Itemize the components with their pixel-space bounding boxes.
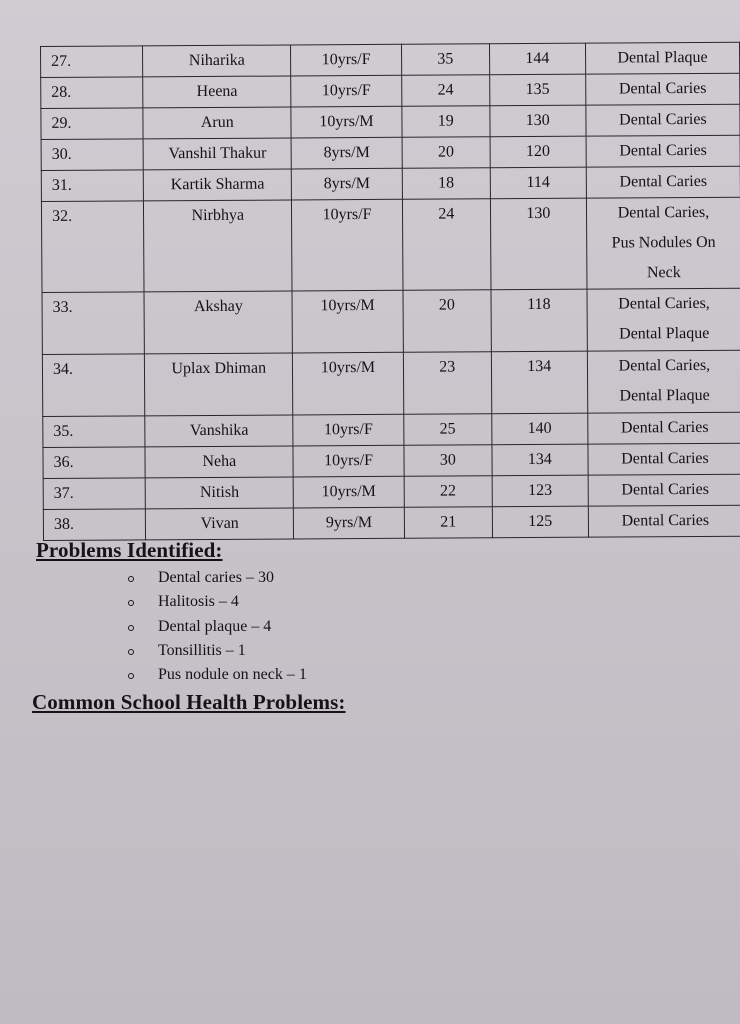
serial-number-cell — [41, 201, 144, 293]
problem-cell — [586, 73, 740, 105]
table-row — [41, 197, 740, 292]
age-sex-text: 9yrs/M — [325, 513, 373, 532]
table-row — [41, 166, 740, 201]
student-name-text: Vivan — [200, 514, 239, 533]
height-text: 130 — [526, 204, 551, 223]
height-cell — [490, 105, 586, 137]
problem-item-text: Dental caries – 30 — [158, 569, 274, 586]
age-sex-cell — [292, 290, 403, 353]
problem-cell — [586, 197, 740, 289]
problem-line: Dental Caries — [621, 449, 709, 468]
common-school-health-problems-heading: Common School Health Problems: — [32, 690, 346, 714]
student-name-cell — [144, 291, 292, 354]
serial-number-cell — [41, 46, 144, 78]
weight-text: 22 — [439, 482, 457, 500]
serial-number-cell — [42, 292, 145, 355]
table-row — [43, 505, 740, 540]
list-item — [128, 663, 307, 687]
age-sex-cell — [294, 507, 405, 539]
student-name-cell — [145, 353, 293, 416]
student-name-cell — [145, 477, 293, 509]
height-text: 130 — [525, 111, 550, 130]
student-name-text: Akshay — [193, 297, 243, 316]
serial-number-text: 33. — [52, 298, 73, 316]
height-text: 134 — [527, 357, 552, 376]
serial-number-text: 28. — [51, 83, 72, 101]
age-sex-cell — [293, 352, 404, 415]
weight-text: 21 — [440, 513, 457, 531]
weight-text: 25 — [439, 420, 456, 438]
serial-number-text: 29. — [51, 114, 72, 132]
height-text: 134 — [527, 450, 552, 469]
student-name-cell — [143, 76, 291, 108]
student-name-cell — [143, 45, 291, 77]
height-cell — [491, 289, 588, 352]
table-row — [43, 474, 740, 509]
weight-text: 24 — [437, 81, 454, 99]
table-row — [41, 104, 740, 139]
problem-cell — [585, 42, 739, 74]
age-sex-text: 10yrs/F — [323, 420, 373, 439]
table-row — [43, 443, 740, 478]
problem-line: Dental Caries — [621, 480, 709, 499]
weight-text: 23 — [439, 358, 456, 376]
problem-cell — [587, 288, 740, 351]
serial-number-cell — [43, 509, 146, 541]
student-name-text: Arun — [200, 113, 234, 132]
problems-list — [128, 566, 307, 687]
problem-item-text: Pus nodule on neck – 1 — [158, 666, 307, 684]
student-name-cell — [143, 138, 291, 170]
problem-line: Dental Plaque — [619, 324, 710, 343]
table-row — [42, 350, 740, 416]
age-sex-text: 8yrs/M — [323, 143, 370, 162]
hollow-bullet-icon — [128, 625, 134, 631]
table-row — [41, 42, 740, 77]
weight-cell — [401, 44, 489, 76]
weight-text: 30 — [439, 451, 456, 469]
age-sex-cell — [291, 137, 402, 169]
problem-line: Dental Caries, — [617, 203, 710, 222]
problem-line: Dental Caries — [621, 511, 710, 530]
weight-text: 24 — [438, 205, 455, 223]
problem-line: Dental Caries — [618, 79, 707, 98]
height-cell — [492, 444, 588, 476]
age-sex-text: 10yrs/F — [322, 205, 372, 224]
serial-number-text: 30. — [51, 145, 72, 163]
age-sex-text: 8yrs/M — [323, 174, 371, 193]
height-text: 114 — [526, 173, 550, 192]
age-sex-cell — [293, 445, 404, 477]
height-text: 135 — [525, 80, 550, 99]
student-name-text: Vanshika — [189, 421, 249, 440]
serial-number-text: 38. — [53, 515, 74, 533]
serial-number-cell — [41, 139, 144, 171]
table-body — [41, 42, 740, 540]
problem-line: Dental Caries — [619, 172, 708, 191]
weight-cell — [404, 476, 492, 508]
serial-number-text: 37. — [53, 484, 74, 502]
height-cell — [491, 413, 587, 445]
weight-text: 20 — [437, 143, 454, 161]
height-cell — [489, 43, 585, 75]
weight-text: 35 — [437, 50, 454, 68]
student-name-text: Neha — [202, 452, 237, 471]
table-row — [42, 288, 740, 354]
student-name-text: Kartik Sharma — [170, 175, 265, 194]
serial-number-cell — [42, 354, 145, 417]
student-name-text: Nitish — [199, 483, 240, 502]
serial-number-cell — [41, 170, 144, 202]
hollow-bullet-icon — [128, 576, 134, 582]
problem-cell — [586, 135, 740, 167]
height-cell — [490, 167, 586, 199]
list-item — [128, 590, 307, 614]
problem-cell — [586, 104, 740, 136]
weight-cell — [402, 168, 490, 200]
height-text: 125 — [528, 512, 553, 531]
serial-number-cell — [43, 478, 146, 510]
student-name-text: Uplax Dhiman — [171, 359, 267, 378]
problem-cell — [588, 474, 740, 506]
age-sex-text: 10yrs/F — [321, 50, 371, 69]
height-cell — [492, 506, 588, 538]
weight-cell — [402, 137, 490, 169]
student-name-text: Nirbhya — [191, 206, 245, 225]
problems-identified-heading: Problems Identified: — [36, 538, 223, 562]
hollow-bullet-icon — [128, 649, 134, 655]
serial-number-cell — [43, 447, 146, 479]
table-row — [41, 135, 740, 170]
problem-line: Dental Caries — [620, 418, 709, 437]
problem-cell — [588, 443, 740, 475]
weight-cell — [403, 290, 491, 353]
serial-number-cell — [43, 416, 146, 448]
height-text: 118 — [527, 295, 551, 314]
hollow-bullet-icon — [128, 600, 134, 606]
age-sex-text: 10yrs/M — [321, 482, 376, 501]
age-sex-cell — [292, 199, 403, 291]
height-cell — [490, 198, 587, 290]
list-item — [128, 566, 307, 590]
weight-text: 20 — [438, 296, 455, 314]
student-name-text: Niharika — [188, 51, 245, 70]
age-sex-cell — [293, 476, 404, 508]
problem-item-text: Dental plaque – 4 — [158, 617, 272, 635]
weight-text: 18 — [438, 174, 455, 192]
problem-line: Dental Caries — [619, 110, 707, 129]
age-sex-cell — [293, 414, 404, 446]
height-cell — [489, 74, 585, 106]
height-text: 123 — [527, 481, 553, 500]
height-cell — [491, 351, 588, 414]
age-sex-cell — [291, 44, 402, 76]
age-sex-text: 10yrs/M — [320, 358, 376, 377]
problem-line: Dental Caries, — [618, 294, 710, 313]
serial-number-cell — [41, 108, 144, 140]
serial-number-text: 31. — [51, 176, 72, 194]
weight-cell — [404, 445, 492, 477]
problem-cell — [586, 166, 740, 198]
student-name-cell — [143, 107, 291, 139]
height-text: 144 — [525, 49, 550, 68]
serial-number-text: 35. — [53, 422, 74, 440]
problem-line: Dental Plaque — [619, 386, 710, 405]
weight-cell — [402, 75, 490, 107]
problem-line: Neck — [646, 264, 681, 282]
student-name-cell — [144, 200, 292, 292]
list-item — [128, 615, 307, 639]
problem-line: Dental Caries — [619, 141, 707, 160]
problem-line: Dental Caries, — [618, 356, 711, 375]
weight-cell — [403, 352, 491, 415]
student-name-cell — [146, 508, 294, 540]
height-text: 120 — [525, 142, 551, 161]
serial-number-text: 32. — [51, 207, 73, 225]
student-health-table — [40, 42, 740, 541]
age-sex-text: 10yrs/F — [324, 451, 374, 470]
age-sex-text: 10yrs/M — [320, 296, 375, 315]
table-row — [41, 73, 740, 108]
student-name-cell — [144, 169, 292, 201]
age-sex-cell — [291, 75, 402, 107]
student-name-text: Vanshil Thakur — [168, 144, 267, 163]
age-sex-cell — [291, 106, 402, 138]
problem-cell — [588, 505, 740, 537]
table-row — [43, 412, 740, 447]
height-cell — [490, 136, 586, 168]
student-name-text: Heena — [196, 82, 238, 101]
weight-cell — [404, 414, 492, 446]
problem-cell — [587, 350, 740, 413]
serial-number-text: 27. — [51, 52, 72, 70]
age-sex-text: 10yrs/F — [321, 81, 371, 100]
student-name-cell — [145, 415, 293, 447]
weight-cell — [404, 507, 492, 539]
height-cell — [492, 475, 588, 507]
serial-number-text: 36. — [53, 453, 74, 471]
age-sex-cell — [291, 168, 402, 200]
problem-line: Pus Nodules On — [611, 233, 716, 252]
student-name-cell — [145, 446, 293, 478]
list-item — [128, 639, 307, 663]
height-text: 140 — [527, 419, 552, 438]
serial-number-cell — [41, 77, 144, 109]
hollow-bullet-icon — [128, 673, 134, 679]
weight-text: 19 — [437, 112, 454, 130]
age-sex-text: 10yrs/M — [319, 112, 374, 131]
weight-cell — [402, 106, 490, 138]
serial-number-text: 34. — [52, 360, 74, 378]
problem-item-text: Halitosis – 4 — [158, 593, 239, 611]
problem-cell — [588, 412, 740, 444]
problem-line: Dental Plaque — [617, 48, 708, 67]
problem-item-text: Tonsillitis – 1 — [158, 641, 246, 659]
weight-cell — [402, 199, 490, 291]
